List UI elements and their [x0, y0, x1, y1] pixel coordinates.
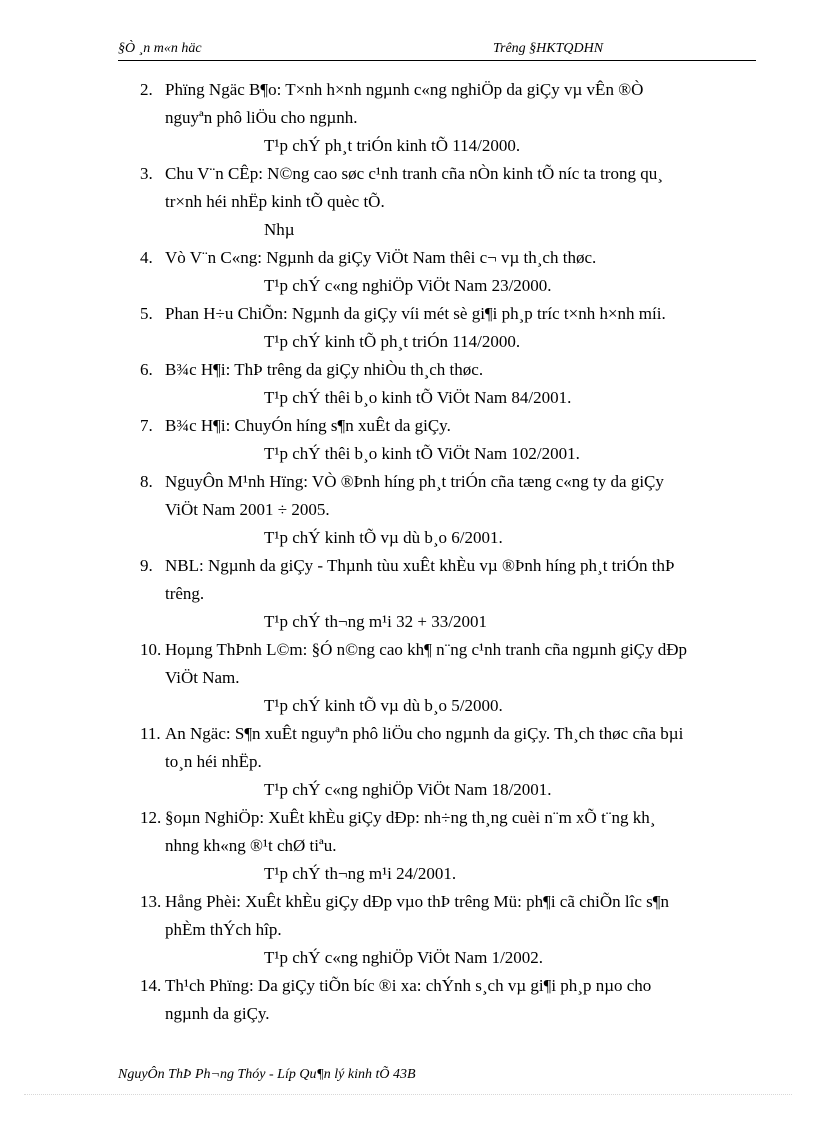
reference-item: [0, 300, 816, 356]
reference-text-line: ViÖt Nam 2001 ÷ 2005.: [165, 500, 330, 519]
reference-text-line: ViÖt Nam.: [165, 668, 240, 687]
reference-text-line: B¾c H¶i: ThÞ trêng da giÇy nhiÒu th¸ch thøc.: [165, 360, 484, 379]
reference-item: [0, 244, 816, 300]
reference-text-line: Hång Phèi: XuÊt khÈu giÇy dÐp vµo thÞ trêng Mü: ph¶i cã chiÕn lîc s¶n: [165, 892, 669, 911]
reference-text-line: Hoµng ThÞnh L©m: §Ó n©ng cao kh¶ n¨ng c¹nh tranh cña ngµnh giÇy dÐp: [165, 640, 688, 659]
reference-source: T¹p chÝ c«ng nghiÖp ViÖt Nam 18/2001.: [264, 780, 552, 799]
reference-number: 7.: [140, 416, 153, 435]
reference-text-line: to¸n héi nhËp.: [165, 752, 262, 771]
reference-text-line: B¾c H¶i: ChuyÓn híng s¶n xuÊt da giÇy.: [165, 416, 451, 435]
header-course-title: §Ò ¸n m«n häc: [118, 41, 202, 56]
page-footer: NguyÔn ThÞ Ph¬ng Thóy - Líp Qu¶n lý kinh tÕ 43B: [118, 1067, 416, 1082]
reference-text-line: Phan H÷u ChiÕn: Ngµnh da giÇy víi mét sè gi¶i ph¸p tríc t×nh h×nh míi.: [165, 304, 666, 323]
reference-number: 5.: [140, 304, 153, 323]
reference-item: [0, 76, 816, 160]
reference-text-line: phÈm thÝch hîp.: [165, 920, 282, 939]
reference-item: [0, 160, 816, 244]
reference-number: 9.: [140, 556, 153, 575]
reference-source: T¹p chÝ c«ng nghiÖp ViÖt Nam 23/2000.: [264, 276, 552, 295]
reference-source: T¹p chÝ th¬ng m¹i 24/2001.: [264, 864, 457, 883]
reference-text-line: Phïng Ngäc B¶o: T×nh h×nh ngµnh c«ng nghiÖp da giÇy vµ vÊn ®Ò: [165, 80, 644, 99]
reference-source: T¹p chÝ th¬ng m¹i 32 + 33/2001: [264, 612, 487, 631]
reference-number: 8.: [140, 472, 153, 491]
reference-item: [0, 888, 816, 972]
reference-text-line: NguyÔn M¹nh Hïng: VÒ ®Þnh híng ph¸t triÓn cña tæng c«ng ty da giÇy: [165, 472, 664, 491]
header-university: Trêng §HKTQDHN: [493, 41, 604, 56]
reference-text-line: NBL: Ngµnh da giÇy - Thµnh tùu xuÊt khÈu vµ ®Þnh híng ph¸t triÓn thÞ: [165, 556, 675, 575]
reference-item: [0, 804, 816, 888]
reference-text-line: An Ngäc: S¶n xuÊt nguyªn phô liÖu cho ngµnh da giÇy. Th¸ch thøc cña bµi: [165, 724, 684, 743]
reference-number: 3.: [140, 164, 153, 183]
reference-number: 6.: [140, 360, 153, 379]
reference-item: [0, 356, 816, 412]
reference-item: [0, 552, 816, 636]
reference-number: 10.: [140, 640, 162, 659]
reference-source: Nhµ: [264, 220, 295, 239]
reference-number: 12.: [140, 808, 162, 827]
reference-item: [0, 720, 816, 804]
reference-number: 11.: [140, 724, 161, 743]
reference-source: T¹p chÝ c«ng nghiÖp ViÖt Nam 1/2002.: [264, 948, 544, 967]
reference-text-line: §oµn NghiÖp: XuÊt khÈu giÇy dÐp: nh÷ng th¸ng cuèi n¨m xÕ t¨ng kh¸: [165, 808, 656, 827]
reference-list: [0, 76, 816, 1028]
reference-text-line: tr×nh héi nhËp kinh tÕ quèc tÕ.: [165, 192, 385, 211]
reference-text-line: trêng.: [165, 584, 205, 603]
reference-source: T¹p chÝ ph¸t triÓn kinh tÕ 114/2000.: [264, 136, 521, 155]
reference-source: T¹p chÝ kinh tÕ vµ dù b¸o 6/2001.: [264, 528, 503, 547]
reference-item: [0, 412, 816, 468]
reference-item: [0, 972, 816, 1028]
reference-number: 4.: [140, 248, 153, 267]
reference-source: T¹p chÝ kinh tÕ vµ dù b¸o 5/2000.: [264, 696, 503, 715]
reference-source: T¹p chÝ kinh tÕ ph¸t triÓn 114/2000.: [264, 332, 521, 351]
reference-text-line: ngµnh da giÇy.: [165, 1004, 270, 1023]
page-break-line: [24, 1094, 792, 1095]
reference-number: 2.: [140, 80, 153, 99]
reference-text-line: nguyªn phô liÖu cho ngµnh.: [165, 108, 358, 127]
reference-text-line: nhng kh«ng ®¹t chØ tiªu.: [165, 836, 337, 855]
page-header: [118, 40, 756, 61]
reference-text-line: Th¹ch Phïng: Da giÇy tiÕn bíc ®i xa: chÝnh s¸ch vµ gi¶i ph¸p nµo cho: [165, 976, 652, 995]
reference-number: 13.: [140, 892, 162, 911]
reference-source: T¹p chÝ thêi b¸o kinh tÕ ViÖt Nam 102/2001.: [264, 444, 580, 463]
reference-text-line: Vò V¨n C«ng: Ngµnh da giÇy ViÖt Nam thêi c¬ vµ th¸ch thøc.: [165, 248, 597, 267]
reference-source: T¹p chÝ thêi b¸o kinh tÕ ViÖt Nam 84/2001.: [264, 388, 572, 407]
reference-text-line: Chu V¨n CÊp: N©ng cao søc c¹nh tranh cña nÒn kinh tÕ níc ta trong qu¸: [165, 164, 663, 183]
reference-item: [0, 636, 816, 720]
reference-number: 14.: [140, 976, 162, 995]
reference-item: [0, 468, 816, 552]
